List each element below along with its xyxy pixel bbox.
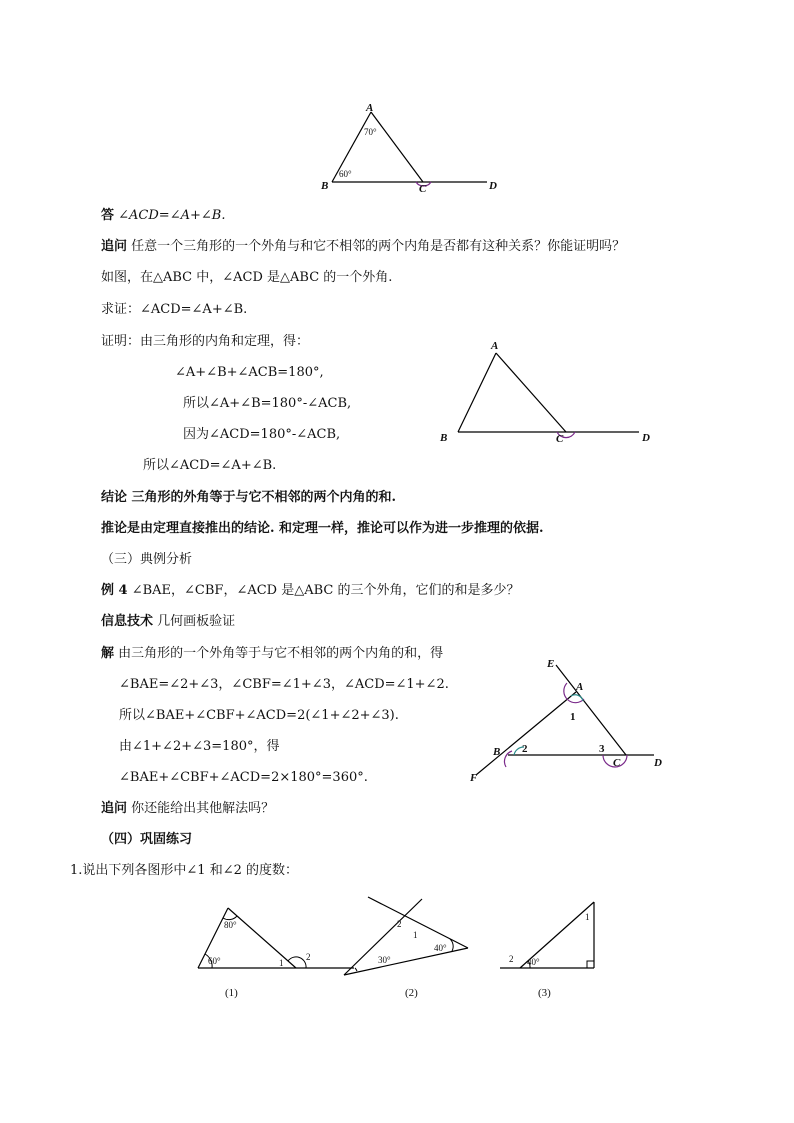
label-F: F xyxy=(470,772,478,784)
exercise-1-caption: (1) xyxy=(225,987,238,999)
solution-body: 由三角形的一个外角等于与它不相邻的两个内角的和，得 xyxy=(118,646,444,661)
angle-60-label: 60° xyxy=(208,956,221,966)
info-tech-body: 几何画板验证 xyxy=(157,614,236,629)
angle-3-label: 3 xyxy=(599,743,605,755)
conclusion-line xyxy=(101,489,396,507)
angle-1-label: 1 xyxy=(413,930,418,940)
solution-step-1: ∠BAE=∠2+∠3，∠CBF=∠1+∠3，∠ACD=∠1+∠2. xyxy=(119,677,449,692)
conclusion-head: 结论 xyxy=(101,490,128,505)
label-B: B xyxy=(493,746,501,758)
info-tech-line xyxy=(101,613,235,631)
answer-head: 答 xyxy=(101,208,115,223)
angle-2-label: 2 xyxy=(397,919,402,929)
label-A: A xyxy=(491,340,499,352)
proof-step-3: 因为∠ACD=180°-∠ACB, xyxy=(183,427,341,442)
followup-2-head: 追问 xyxy=(101,801,128,816)
followup-1-body: 任意一个三角形的一个外角与和它不相邻的两个内角是否都有这种关系？你能证明吗？ xyxy=(131,239,626,254)
followup-2 xyxy=(101,800,274,818)
exercise-figure-3 xyxy=(498,898,618,1008)
followup-1-head: 追问 xyxy=(101,239,128,254)
angle-2-label: 2 xyxy=(306,952,311,962)
exercise-figure-2 xyxy=(338,893,478,1003)
figure-triangle-top xyxy=(315,100,515,195)
example-4-head: 例 4 xyxy=(101,583,128,598)
angle-2-label: 2 xyxy=(509,954,514,964)
angle-40-label: 40° xyxy=(527,957,540,967)
label-B: B xyxy=(321,180,329,192)
section-4-title: （四）巩固练习 xyxy=(101,832,193,847)
label-D: D xyxy=(489,180,497,192)
solution-step-3: 由∠1+∠2+∠3=180°，得 xyxy=(119,739,280,754)
angle-80-label: 80° xyxy=(224,920,237,930)
solution-line xyxy=(101,645,443,663)
label-E: E xyxy=(547,658,555,670)
angle-1-label: 1 xyxy=(585,912,590,922)
followup-2-body: 你还能给出其他解法吗？ xyxy=(131,801,275,816)
as-figure-line: 如图，在△ABC 中，∠ACD 是△ABC 的一个外角. xyxy=(101,270,393,285)
proof-intro: 证明：由三角形的内角和定理，得： xyxy=(101,334,310,349)
exercise-3-caption: (3) xyxy=(538,987,551,999)
exercise-figure-1 xyxy=(196,900,361,1010)
exercise-2-caption: (2) xyxy=(405,987,418,999)
solution-head: 解 xyxy=(101,646,115,661)
proof-step-2: 所以∠A+∠B=180°-∠ACB, xyxy=(183,396,352,411)
label-A: A xyxy=(366,102,374,114)
corollary-line: 推论是由定理直接推出的结论. 和定理一样，推论可以作为进一步推理的依据. xyxy=(101,521,544,536)
angle-40-label: 40° xyxy=(434,943,447,953)
answer-line xyxy=(101,207,225,225)
label-D: D xyxy=(654,757,662,769)
label-C: C xyxy=(556,433,564,445)
example-4 xyxy=(101,582,520,600)
angle-30-label: 30° xyxy=(378,955,391,965)
figure-triangle-proof xyxy=(436,335,666,445)
proof-step-1: ∠A+∠B+∠ACB=180°, xyxy=(175,365,324,380)
angle-A-value: 70° xyxy=(364,127,377,137)
exercise-1-prompt: 1.说出下列各图形中∠1 和∠2 的度数： xyxy=(70,863,298,878)
label-D: D xyxy=(642,432,650,444)
prove-line: 求证：∠ACD=∠A+∠B. xyxy=(101,302,248,317)
proof-step-4: 所以∠ACD=∠A+∠B. xyxy=(143,458,277,473)
angle-1-label: 1 xyxy=(279,958,284,968)
angle-B-value: 60° xyxy=(339,169,352,179)
solution-step-4: ∠BAE+∠CBF+∠ACD=2×180°=360°. xyxy=(119,770,368,785)
label-B: B xyxy=(440,432,448,444)
label-C: C xyxy=(419,183,427,195)
followup-1 xyxy=(101,238,625,256)
section-3-title: （三）典例分析 xyxy=(101,552,193,567)
angle-1-label: 1 xyxy=(570,711,576,723)
label-C: C xyxy=(613,757,621,769)
example-4-body: ∠BAE，∠CBF，∠ACD 是△ABC 的三个外角，它们的和是多少？ xyxy=(131,583,520,598)
angle-2-label: 2 xyxy=(522,743,528,755)
label-A: A xyxy=(576,681,584,693)
info-tech-head: 信息技术 xyxy=(101,614,154,629)
answer-body: ∠ACD=∠A+∠B. xyxy=(118,208,226,223)
figure-example-exterior-angles xyxy=(466,655,696,785)
conclusion-body: 三角形的外角等于与它不相邻的两个内角的和. xyxy=(131,490,397,505)
solution-step-2: 所以∠BAE+∠CBF+∠ACD=2(∠1+∠2+∠3). xyxy=(119,708,399,723)
